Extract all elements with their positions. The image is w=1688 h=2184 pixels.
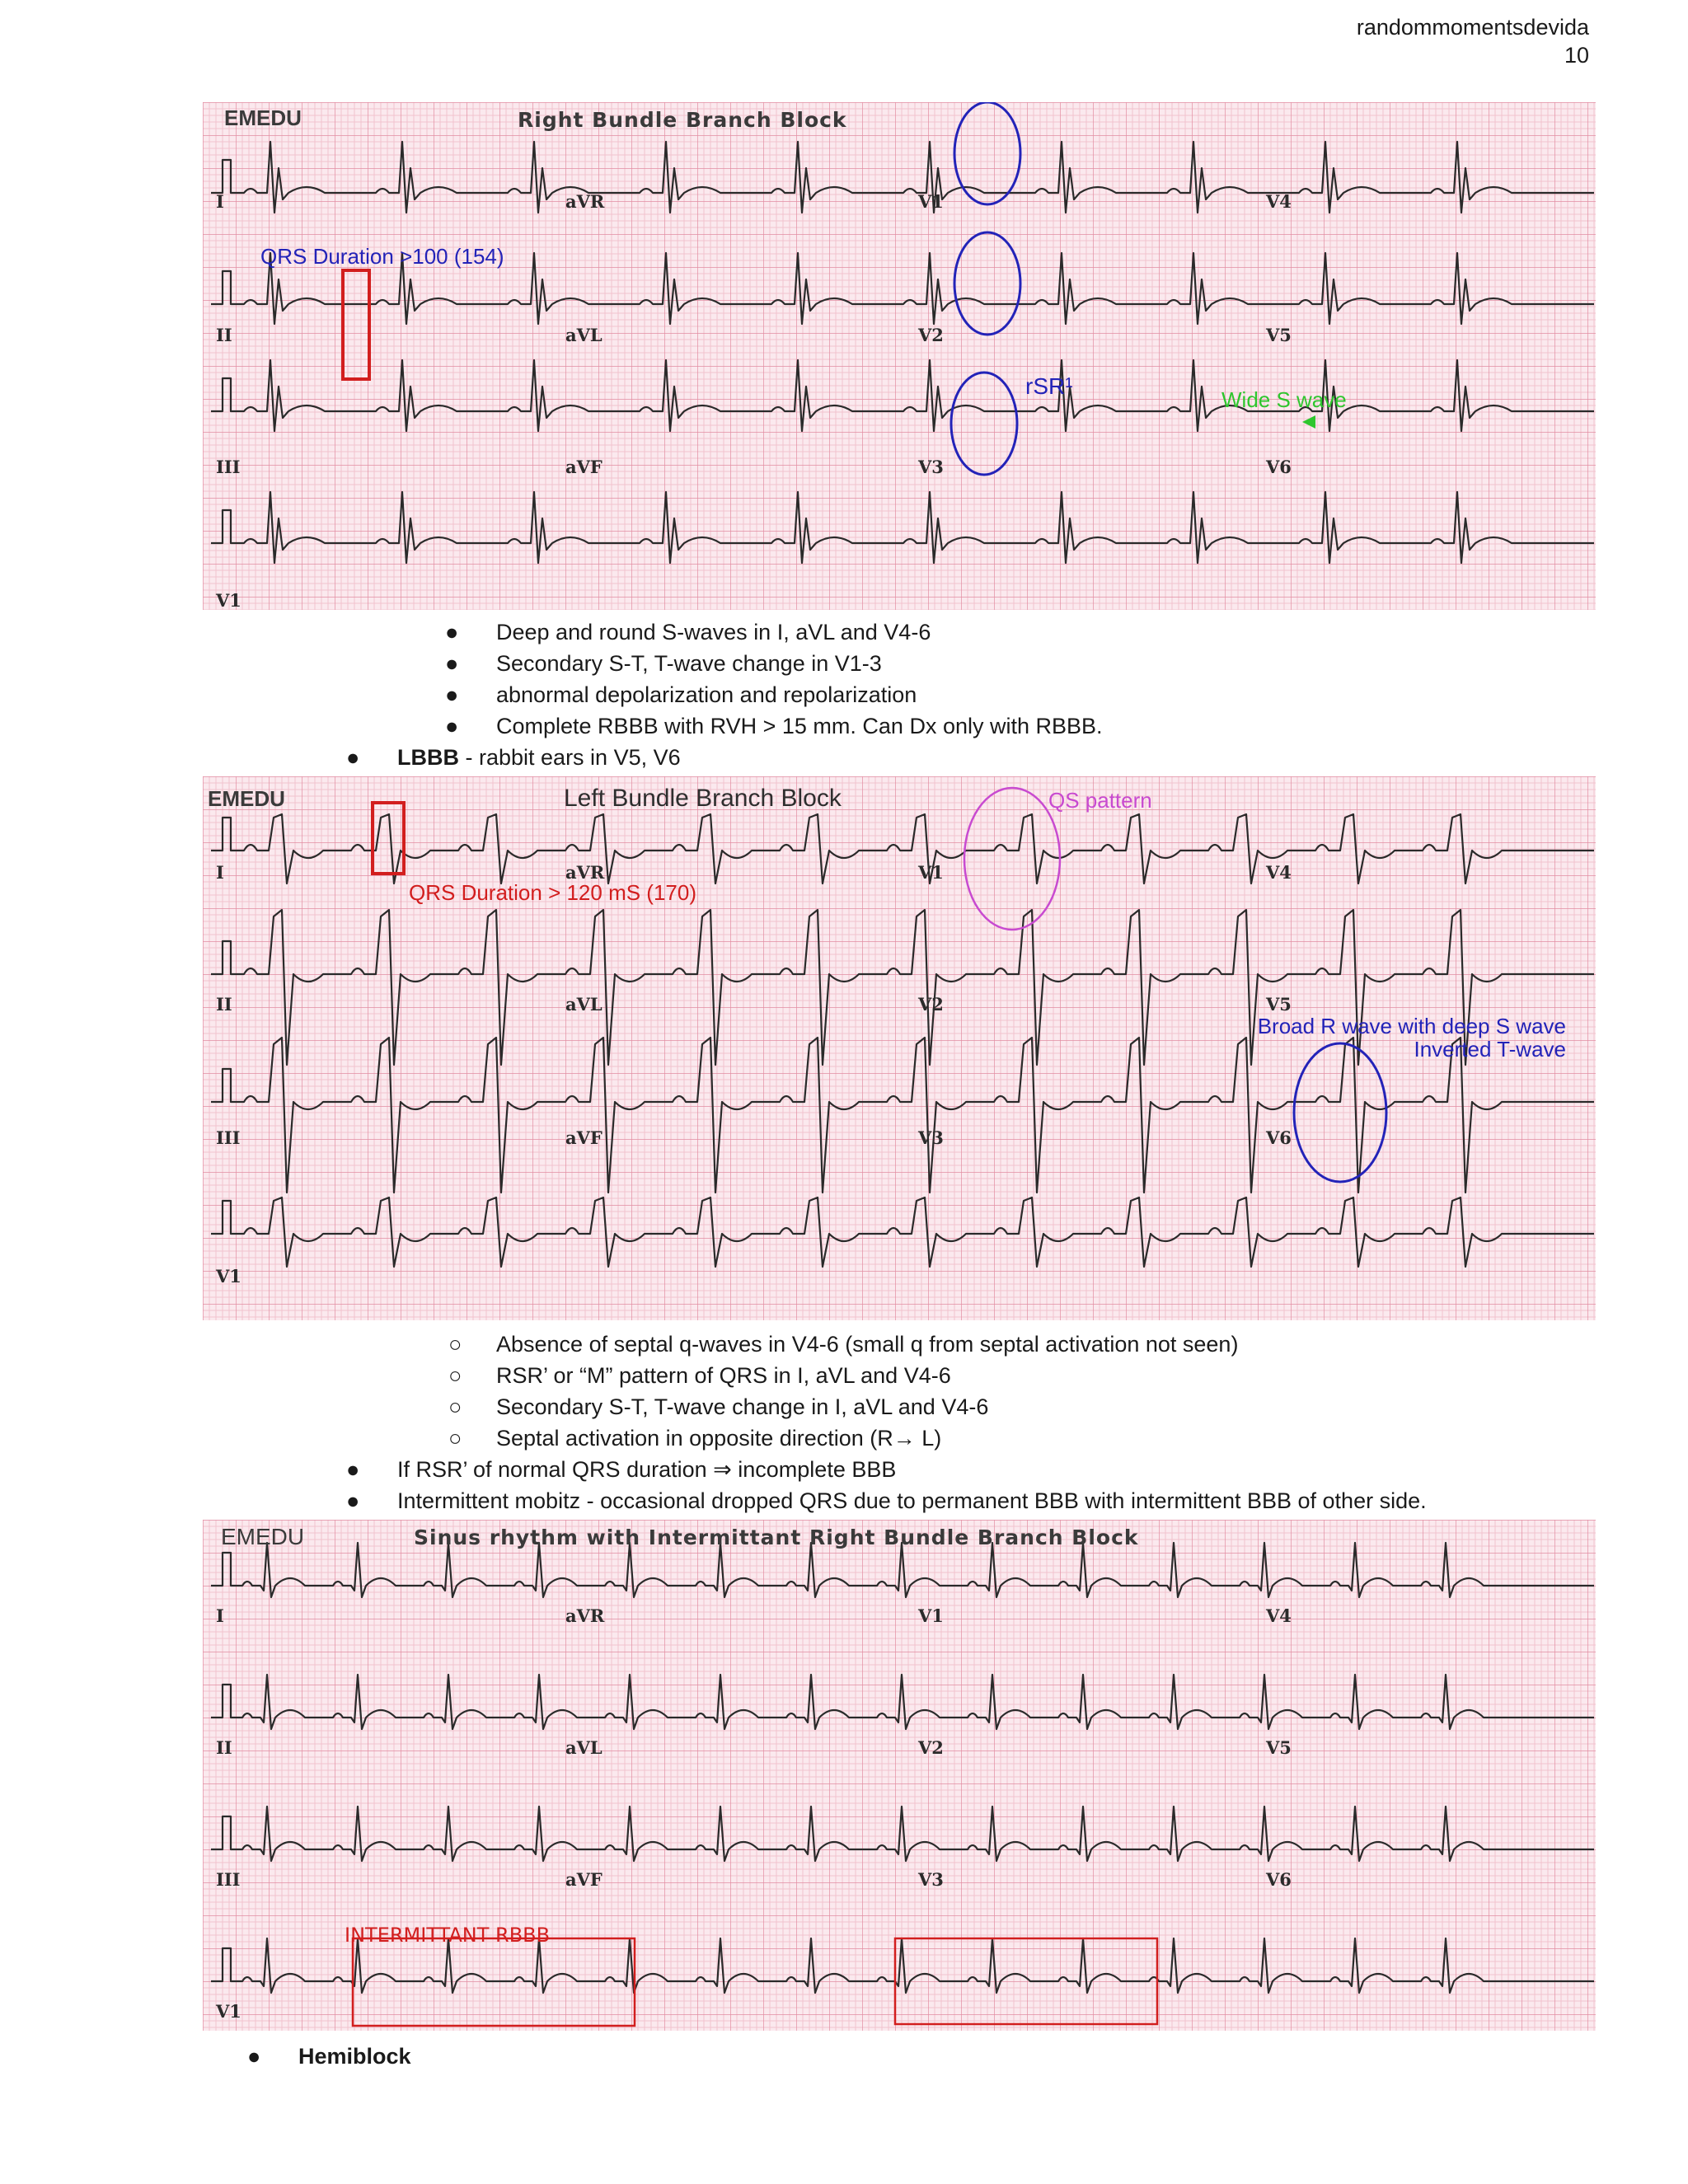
rsr-annotation: rSR¹ bbox=[1025, 373, 1073, 399]
brand-label: EMEDU bbox=[208, 786, 285, 811]
page-header bbox=[1357, 13, 1589, 69]
lead-label: III bbox=[216, 1127, 241, 1148]
lead-label: V1 bbox=[216, 590, 241, 610]
lead-label: V5 bbox=[1266, 994, 1292, 1015]
lead-label: I bbox=[216, 862, 224, 883]
lead-label: V5 bbox=[1266, 1737, 1292, 1758]
list-item: ○ Absence of septal q-waves in V4-6 (small q from septal activation not seen) bbox=[448, 1332, 1239, 1357]
wide-s-annotation: Wide S wave bbox=[1221, 387, 1347, 412]
lead-label: aVF bbox=[565, 1869, 603, 1890]
ecg-rbbb-strip bbox=[203, 102, 1596, 610]
ecg-lbbb-figure bbox=[203, 776, 1596, 1320]
lead-label: aVR bbox=[565, 191, 605, 212]
brand-label: EMEDU bbox=[221, 1524, 305, 1549]
rbbb-bullet-list bbox=[445, 616, 1103, 742]
list-item: ● abnormal depolarization and repolarization bbox=[445, 682, 917, 707]
list-item: ○ Secondary S-T, T-wave change in I, aVL and V4-6 bbox=[448, 1394, 989, 1419]
ecg-intermittent-rbbb-figure bbox=[203, 1520, 1596, 2031]
lead-label: V4 bbox=[1266, 862, 1292, 883]
ecg-title: Sinus rhythm with Intermittant Right Bundle Branch Block bbox=[414, 1526, 1139, 1549]
inverted-t-annotation: Inverted T-wave bbox=[1414, 1037, 1566, 1062]
lead-label: II bbox=[216, 1737, 232, 1758]
lead-label: V6 bbox=[1266, 1127, 1292, 1148]
lead-label: I bbox=[216, 191, 224, 212]
lbbb-bullet-list bbox=[448, 1329, 1239, 1454]
intermittent-rbbb-annotation: Intermittant RBBB bbox=[345, 1924, 551, 1947]
brand-label: EMEDU bbox=[224, 105, 302, 130]
lead-label: V5 bbox=[1266, 325, 1292, 345]
list-item: ○ RSR’ or “M” pattern of QRS in I, aVL and V4-6 bbox=[448, 1363, 951, 1388]
list-item: ○ Septal activation in opposite direction (R→ L) bbox=[448, 1426, 942, 1451]
lead-label: V2 bbox=[918, 1737, 944, 1758]
lead-label: aVF bbox=[565, 1127, 603, 1148]
lead-label: V1 bbox=[918, 191, 944, 212]
lead-label: V6 bbox=[1266, 1869, 1292, 1890]
lead-label: V6 bbox=[1266, 457, 1292, 477]
ecg-intermittent-rbbb-strip bbox=[203, 1520, 1596, 2031]
grid-background bbox=[203, 1520, 1596, 2031]
lead-label: III bbox=[216, 457, 241, 477]
qs-annotation: QS pattern bbox=[1048, 788, 1152, 813]
lead-label: aVR bbox=[565, 862, 605, 883]
lead-label: V2 bbox=[918, 994, 944, 1015]
author-name: randommomentsdevida bbox=[1356, 15, 1589, 40]
lead-label: V4 bbox=[1266, 1605, 1292, 1626]
lead-label: III bbox=[216, 1869, 241, 1890]
lead-label: V1 bbox=[918, 862, 944, 883]
lead-label: V3 bbox=[918, 1127, 944, 1148]
lead-label: V1 bbox=[216, 1266, 241, 1286]
lead-label: V1 bbox=[216, 2001, 241, 2022]
list-item: ● Secondary S-T, T-wave change in V1-3 bbox=[445, 651, 882, 676]
lead-label: aVR bbox=[565, 1605, 605, 1626]
list-item: ● Intermittent mobitz - occasional dropped QRS due to permanent BBB with intermittent BBB of other side. bbox=[346, 1488, 1427, 1513]
list-item: ● Complete RBBB with RVH > 15 mm. Can Dx only with RBBB. bbox=[445, 714, 1103, 738]
lead-label: II bbox=[216, 325, 232, 345]
lead-label: aVL bbox=[565, 1737, 603, 1758]
lead-label: II bbox=[216, 994, 232, 1015]
lead-label: aVF bbox=[565, 457, 603, 477]
ecg-title: Right Bundle Branch Block bbox=[518, 108, 847, 132]
list-item: ● Deep and round S-waves in I, aVL and V4-6 bbox=[445, 620, 931, 644]
lead-label: V2 bbox=[918, 325, 944, 345]
page-number: 10 bbox=[1564, 43, 1589, 68]
qrs-duration-annotation: QRS Duration >100 (154) bbox=[260, 244, 504, 269]
ecg-lbbb-strip bbox=[203, 776, 1596, 1320]
lbbb-bullet bbox=[346, 742, 681, 773]
list-item: ● LBBB - rabbit ears in V5, V6 bbox=[346, 745, 681, 770]
broad-r-annotation: Broad R wave with deep S wave bbox=[1257, 1014, 1566, 1038]
lead-label: V3 bbox=[918, 1869, 944, 1890]
lead-label: V1 bbox=[918, 1605, 944, 1626]
lead-label: I bbox=[216, 1605, 224, 1626]
lead-label: aVL bbox=[565, 994, 603, 1015]
lead-label: aVL bbox=[565, 325, 603, 345]
qrs-duration-annotation: QRS Duration > 120 mS (170) bbox=[409, 880, 696, 905]
lead-label: V3 bbox=[918, 457, 944, 477]
hemiblock-bullet bbox=[247, 2041, 411, 2072]
bbb-notes-list bbox=[346, 1454, 1427, 1516]
ecg-title: Left Bundle Branch Block bbox=[564, 785, 842, 812]
list-item: ● If RSR’ of normal QRS duration ⇒ incomplete BBB bbox=[346, 1457, 897, 1482]
lead-label: V4 bbox=[1266, 191, 1292, 212]
list-item: ● Hemiblock bbox=[247, 2044, 411, 2069]
ecg-rbbb-figure bbox=[203, 102, 1596, 610]
